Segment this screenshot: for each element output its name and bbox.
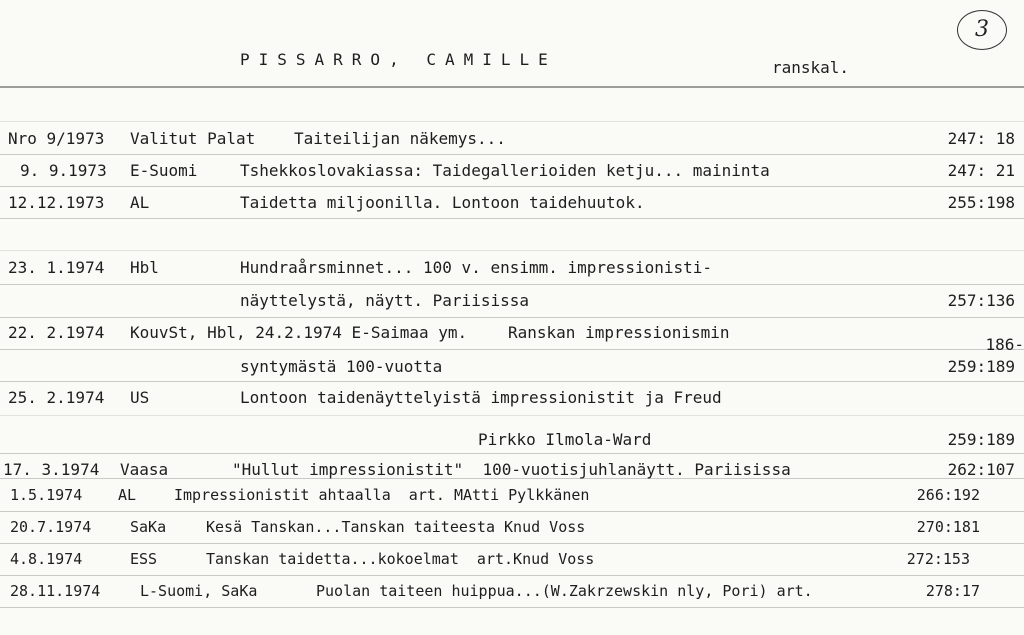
row-source: US [130,388,150,407]
row-date: 12.12.1973 [8,193,105,212]
nationality-label: ranskal. [772,58,850,77]
row-text: Taiteilijan näkemys... [294,129,506,148]
row-date: Nro 9/1973 [8,129,105,148]
row-ref: 259:189 [947,430,1015,449]
rule [0,218,1024,219]
row-text: Kesä Tanskan...Tanskan taiteesta Knud Voss [206,518,586,536]
row-date: 9. 9.1973 [20,161,107,180]
row-date: 25. 2.1974 [8,388,105,407]
row-ref: 266:192 [916,486,980,504]
row-text-continued: näyttelystä, näytt. Pariisissa [240,291,529,310]
row-ref: 272:153 [906,550,970,568]
row-source: AL [130,193,150,212]
rule [0,349,1024,350]
row-text: Tshekkoslovakiassa: Taidegallerioiden ketju... maininta [240,161,770,180]
row-text: "Hullut impressionistit" 100-vuotisjuhlanäytt. Pariisissa [232,460,791,479]
rule [0,284,1024,285]
rule [0,607,1024,608]
rule [0,154,1024,155]
rule [0,381,1024,382]
row-source: SaKa [130,518,167,536]
card-number-badge: 3 [957,10,1007,50]
rule [0,543,1024,544]
row-text: Lontoon taidenäyttelyistä impressionistit ja Freud [240,388,722,407]
row-ref: 278:17 [925,582,980,600]
row-source: KouvSt, Hbl, 24.2.1974 E-Saimaa ym. [130,323,468,342]
row-text: Ranskan impressionismin [508,323,730,342]
rule [0,415,1024,416]
row-ref-top: 186- [985,335,1024,354]
row-text: Tanskan taidetta...kokoelmat art.Knud Voss [206,550,595,568]
rule [0,121,1024,122]
row-ref: 247: 21 [947,161,1015,180]
row-source: Hbl [130,258,159,277]
row-ref: 270:181 [916,518,980,536]
row-source: ESS [130,550,158,568]
rule [0,453,1024,454]
row-source: Vaasa [120,460,169,479]
row-date: 4.8.1974 [10,550,83,568]
row-ref: 262:107 [947,460,1015,479]
row-author: Pirkko Ilmola-Ward [478,430,652,449]
row-ref: 257:136 [947,291,1015,310]
row-ref: 247: 18 [947,129,1015,148]
row-date: 22. 2.1974 [8,323,105,342]
row-source: L-Suomi, SaKa [140,582,258,600]
row-text-continued: syntymästä 100-vuotta [240,357,443,376]
rule [0,317,1024,318]
row-ref: 259:189 [947,357,1015,376]
card-title: PISSARRO, CAMILLE [240,50,557,69]
row-text: Impressionistit ahtaalla art. MAtti Pylkkänen [174,486,590,504]
row-date: 17. 3.1974 [3,460,100,479]
row-text: Puolan taiteen huippua...(W.Zakrzewskin nly, Pori) art. [316,582,813,600]
rule [0,511,1024,512]
row-ref: 255:198 [947,193,1015,212]
row-source: Valitut Palat [130,129,256,148]
row-date: 1.5.1974 [10,486,83,504]
row-date: 20.7.1974 [10,518,92,536]
row-text: Taidetta miljoonilla. Lontoon taidehuutok. [240,193,645,212]
rule [0,186,1024,187]
rule [0,575,1024,576]
row-date: 23. 1.1974 [8,258,105,277]
row-source: E-Suomi [130,161,198,180]
row-text: Hundraårsminnet... 100 v. ensimm. impressionisti- [240,258,713,277]
header-rule [0,86,1024,88]
row-source: AL [118,486,137,504]
row-date: 28.11.1974 [10,582,101,600]
rule [0,250,1024,251]
